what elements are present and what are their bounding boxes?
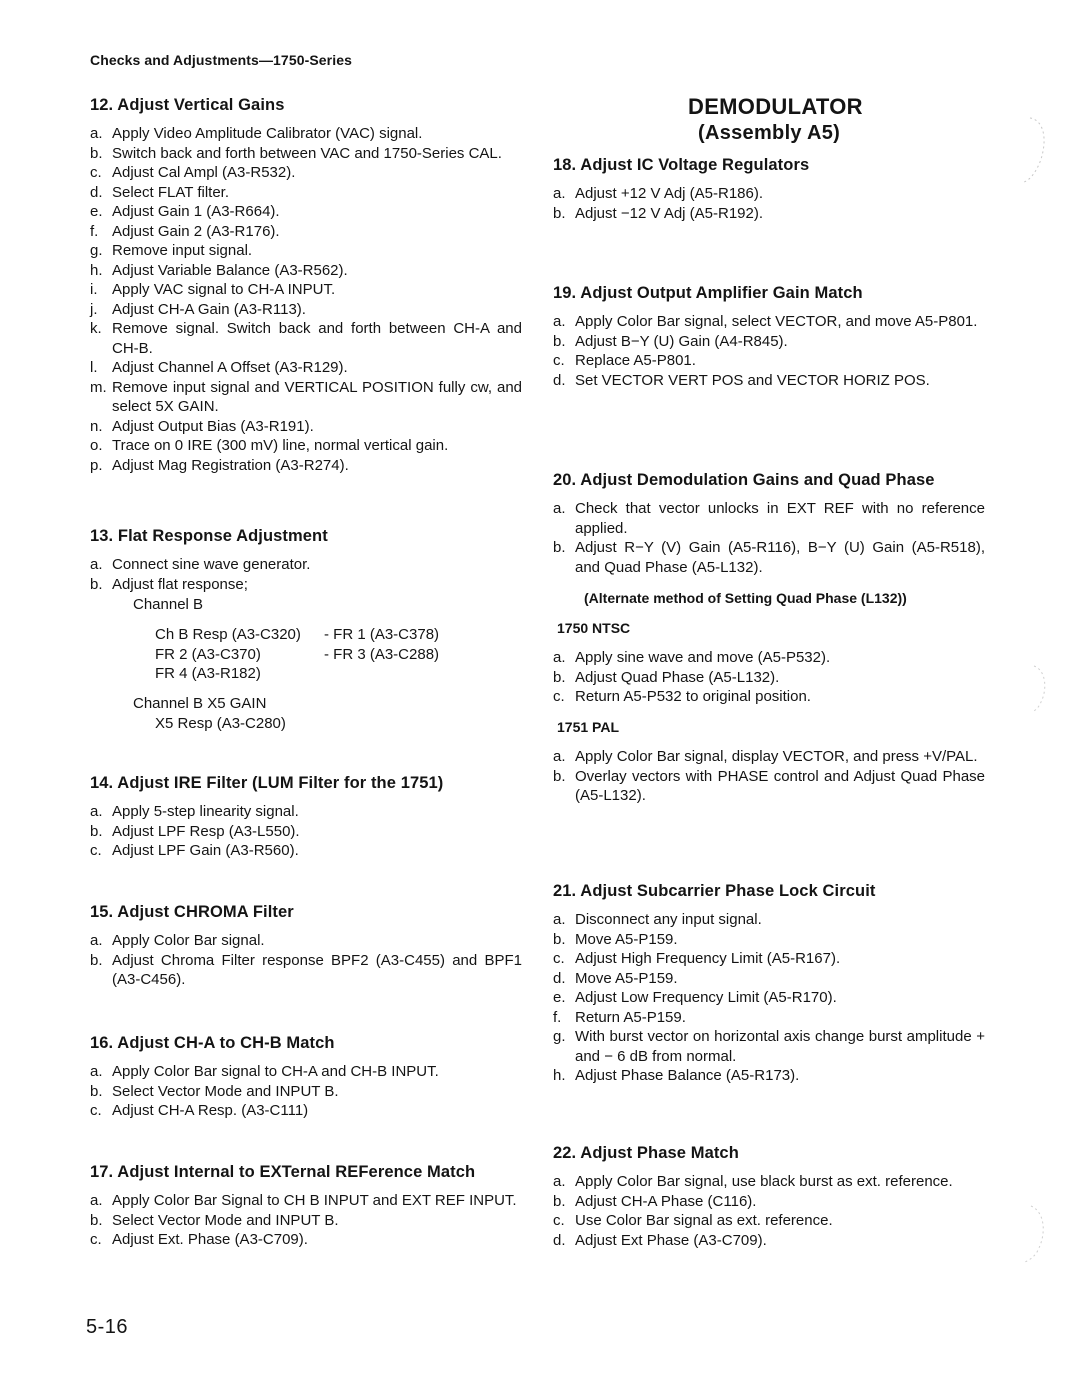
step-marker: g.: [553, 1028, 566, 1045]
step-item: [553, 332, 993, 352]
section-title: 20. Adjust Demodulation Gains and Quad Phase: [553, 471, 935, 489]
alternate-method-heading: (Alternate method of Setting Quad Phase (L132)): [584, 590, 907, 606]
ntsc-label: 1750 NTSC: [557, 620, 631, 636]
step-text: Set VECTOR VERT POS and VECTOR HORIZ POS.: [575, 371, 930, 389]
step-marker: d.: [553, 1231, 566, 1249]
step-text: Adjust Chroma Filter response BPF2 (A3-C455) and BPF1 (A3-C456).: [112, 951, 522, 988]
step-item: [553, 1172, 993, 1192]
step-marker: a.: [553, 313, 566, 330]
section-15: [90, 901, 530, 990]
page-number: 5-16: [86, 1316, 129, 1338]
step-text: Apply sine wave and move (A5-P532).: [575, 649, 831, 666]
step-item: [553, 538, 993, 577]
step-item: [90, 280, 530, 300]
step-text: Move A5-P159.: [575, 969, 678, 987]
step-text: Connect sine wave generator.: [112, 556, 311, 573]
step-text: Apply Color Bar signal, display VECTOR, and press +V/PAL.: [575, 748, 978, 765]
step-text: Return A5-P159.: [575, 1008, 686, 1026]
step-marker: b.: [553, 767, 566, 785]
section-16: [90, 1032, 530, 1121]
section-title: 17. Adjust Internal to EXTernal REFerence Match: [90, 1163, 476, 1181]
step-item: [90, 841, 530, 861]
step-item: [553, 747, 993, 767]
scan-mark: [1005, 1200, 1060, 1270]
step-item: [553, 668, 993, 688]
step-marker: b.: [90, 951, 103, 969]
step-item: [553, 184, 993, 204]
step-marker: p.: [90, 456, 103, 474]
pal-steps: [553, 747, 993, 806]
step-marker: l.: [90, 359, 98, 376]
step-marker: c.: [90, 842, 102, 859]
step-item: [90, 931, 530, 951]
step-item: [553, 969, 993, 989]
step-text: Check that vector unlocks in EXT REF with no reference applied.: [575, 500, 985, 537]
step-text: Remove input signal.: [112, 242, 253, 259]
step-item: [90, 163, 530, 183]
step-text: Adjust LPF Resp (A3-L550).: [112, 822, 300, 840]
step-marker: b.: [90, 575, 103, 593]
step-marker: a.: [90, 125, 103, 142]
step-text: Adjust CH-A Resp. (A3-C111): [112, 1102, 309, 1119]
step-text: Adjust CH-A Gain (A3-R113).: [112, 300, 306, 318]
step-marker: b.: [90, 144, 103, 162]
step-marker: b.: [553, 930, 566, 948]
step-marker: a.: [90, 1192, 103, 1209]
step-text: Remove signal. Switch back and forth between CH-A and CH-B.: [112, 320, 522, 357]
section-title: 18. Adjust IC Voltage Regulators: [553, 156, 810, 174]
step-text: Apply Color Bar Signal to CH B INPUT and EXT REF INPUT.: [112, 1192, 517, 1209]
section-17: [90, 1161, 530, 1250]
section-19: [553, 282, 993, 390]
step-text: Adjust Cal Ampl (A3-R532).: [112, 164, 296, 181]
section-title: 12. Adjust Vertical Gains: [90, 96, 285, 114]
step-marker: a.: [553, 1173, 566, 1190]
step-marker: a.: [90, 932, 103, 949]
step-text: Apply Color Bar signal.: [112, 932, 265, 949]
step-item: [553, 767, 993, 806]
section-title: 15. Adjust CHROMA Filter: [90, 903, 294, 921]
step-text: Adjust Quad Phase (A5-L132).: [575, 668, 780, 686]
step-marker: b.: [90, 1082, 103, 1100]
channel-b-x5-label: Channel B X5 GAIN: [133, 695, 267, 712]
step-item: [553, 930, 993, 950]
step-marker: c.: [90, 1231, 102, 1248]
step-marker: k.: [90, 320, 102, 337]
step-text: Select Vector Mode and INPUT B.: [112, 1082, 339, 1100]
step-item: [90, 575, 530, 595]
step-item: [553, 204, 993, 224]
step-item: [90, 319, 530, 358]
step-item: [90, 1191, 530, 1211]
step-item: [90, 555, 530, 575]
step-item: [553, 687, 993, 707]
step-marker: a.: [553, 185, 566, 202]
step-list: [553, 910, 993, 1086]
fr1-value: - FR 1 (A3-C378): [324, 626, 440, 643]
step-list: [553, 747, 993, 806]
step-text: Disconnect any input signal.: [575, 911, 762, 928]
step-list: [90, 802, 530, 861]
step-text: Use Color Bar signal as ext. reference.: [575, 1212, 833, 1229]
step-text: Apply 5-step linearity signal.: [112, 803, 299, 820]
step-list: [90, 124, 530, 475]
step-marker: e.: [553, 989, 566, 1006]
step-item: [90, 822, 530, 842]
step-text: Apply Color Bar signal, use black burst as ext. reference.: [575, 1173, 953, 1190]
step-text: Move A5-P159.: [575, 930, 678, 948]
step-text: Adjust −12 V Adj (A5-R192).: [575, 204, 764, 222]
step-text: Adjust Mag Registration (A3-R274).: [112, 456, 349, 474]
step-marker: a.: [553, 748, 566, 765]
step-item: [553, 499, 993, 538]
step-marker: a.: [90, 1063, 103, 1080]
step-text: Select FLAT filter.: [112, 183, 229, 201]
step-item: [90, 378, 530, 417]
step-text: Adjust Phase Balance (A5-R173).: [575, 1067, 800, 1084]
step-marker: b.: [553, 1192, 566, 1210]
step-item: [90, 802, 530, 822]
step-marker: c.: [553, 950, 565, 967]
section-12: [90, 94, 530, 475]
step-item: [90, 417, 530, 437]
step-text: Adjust CH-A Phase (C116).: [575, 1192, 757, 1210]
step-marker: a.: [553, 649, 566, 666]
step-text: Adjust Variable Balance (A3-R562).: [112, 261, 348, 279]
step-marker: b.: [90, 1211, 103, 1229]
step-item: [90, 1082, 530, 1102]
step-item: [553, 988, 993, 1008]
step-item: [90, 241, 530, 261]
step-marker: d.: [90, 183, 103, 201]
step-marker: h.: [553, 1067, 566, 1084]
step-item: [553, 351, 993, 371]
step-text: Adjust Channel A Offset (A3-R129).: [112, 359, 348, 376]
step-text: Adjust Output Bias (A3-R191).: [112, 417, 314, 435]
step-text: Select Vector Mode and INPUT B.: [112, 1211, 339, 1229]
step-marker: b.: [90, 822, 103, 840]
step-list: [90, 931, 530, 990]
step-item: [553, 312, 993, 332]
step-list: [553, 184, 993, 223]
scan-mark: [1000, 110, 1060, 190]
step-item: [90, 456, 530, 476]
step-text: Apply Color Bar signal to CH-A and CH-B INPUT.: [112, 1063, 439, 1080]
step-text: Adjust High Frequency Limit (A5-R167).: [575, 950, 841, 967]
step-marker: g.: [90, 242, 103, 259]
step-marker: a.: [553, 500, 566, 517]
step-marker: c.: [553, 352, 565, 369]
step-marker: e.: [90, 203, 103, 220]
fr2-value: FR 2 (A3-C370): [155, 646, 261, 663]
step-text: Adjust Ext Phase (A3-C709).: [575, 1231, 767, 1249]
step-item: [90, 183, 530, 203]
demodulator-title: DEMODULATOR: [688, 94, 863, 119]
step-item: [90, 1230, 530, 1250]
assembly-subtitle: (Assembly A5): [698, 122, 841, 144]
step-text: Replace A5-P801.: [575, 352, 696, 369]
step-text: Switch back and forth between VAC and 1750-Series CAL.: [112, 144, 502, 162]
section-14: [90, 772, 530, 861]
step-item: [553, 1066, 993, 1086]
step-item: [90, 1211, 530, 1231]
step-item: [553, 648, 993, 668]
step-text: Adjust flat response;: [112, 575, 248, 593]
step-item: [553, 949, 993, 969]
step-marker: c.: [553, 1212, 565, 1229]
step-list: [553, 312, 993, 390]
step-list: [553, 1172, 993, 1250]
running-head: Checks and Adjustments—1750-Series: [90, 52, 352, 68]
step-marker: j.: [90, 300, 98, 318]
step-item: [90, 436, 530, 456]
step-text: Adjust Low Frequency Limit (A5-R170).: [575, 989, 837, 1006]
ntsc-steps: [553, 648, 993, 707]
step-text: Adjust R−Y (V) Gain (A5-R116), B−Y (U) Gain (A5-R518), and Quad Phase (A5-L132).: [575, 539, 985, 576]
step-marker: m.: [90, 378, 107, 396]
channel-b-label: Channel B: [133, 596, 204, 613]
step-text: Adjust LPF Gain (A3-R560).: [112, 842, 299, 859]
step-text: With burst vector on horizontal axis change burst amplitude + and − 6 dB from normal.: [575, 1028, 985, 1065]
section-title: 19. Adjust Output Amplifier Gain Match: [553, 284, 863, 302]
fr3-value: - FR 3 (A3-C288): [324, 646, 440, 663]
step-item: [90, 951, 530, 990]
pal-label: 1751 PAL: [557, 719, 619, 735]
fr4-value: FR 4 (A3-R182): [155, 665, 261, 682]
step-text: Adjust Gain 2 (A3-R176).: [112, 222, 280, 240]
step-marker: b.: [553, 332, 566, 350]
step-item: [553, 1027, 993, 1066]
step-list: [553, 499, 993, 577]
step-text: Adjust +12 V Adj (A5-R186).: [575, 185, 764, 202]
step-item: [553, 910, 993, 930]
step-item: [553, 1008, 993, 1028]
step-marker: b.: [553, 539, 566, 556]
section-22: [553, 1142, 993, 1250]
step-list: [553, 648, 993, 707]
step-marker: c.: [553, 688, 565, 705]
step-marker: i.: [90, 281, 98, 298]
step-text: Adjust B−Y (U) Gain (A4-R845).: [575, 332, 788, 350]
step-marker: c.: [90, 164, 102, 181]
step-item: [553, 1231, 993, 1251]
step-item: [90, 261, 530, 281]
step-marker: b.: [553, 668, 566, 686]
section-title: 14. Adjust IRE Filter (LUM Filter for the 1751): [90, 774, 444, 792]
section-title: 13. Flat Response Adjustment: [90, 527, 328, 545]
section-21: [553, 880, 993, 1086]
step-marker: o.: [90, 437, 103, 454]
section-title: 21. Adjust Subcarrier Phase Lock Circuit: [553, 882, 876, 900]
step-item: [90, 1101, 530, 1121]
step-marker: a.: [90, 803, 103, 820]
step-item: [553, 1211, 993, 1231]
step-marker: f.: [90, 222, 99, 240]
step-text: Remove input signal and VERTICAL POSITION fully cw, and select 5X GAIN.: [112, 378, 522, 415]
step-marker: a.: [553, 911, 566, 928]
step-marker: a.: [90, 556, 103, 573]
step-text: Overlay vectors with PHASE control and Adjust Quad Phase (A5-L132).: [575, 767, 985, 804]
scan-mark: [1010, 660, 1060, 720]
ch-b-resp: Ch B Resp (A3-C320): [155, 626, 301, 643]
step-list: [90, 1191, 530, 1250]
step-item: [553, 1192, 993, 1212]
step-text: Apply Video Amplitude Calibrator (VAC) signal.: [112, 125, 423, 142]
section-13: [90, 525, 530, 594]
section-20: [553, 469, 993, 577]
step-text: Adjust Gain 1 (A3-R664).: [112, 203, 280, 220]
step-text: Apply Color Bar signal, select VECTOR, and move A5-P801.: [575, 313, 978, 330]
step-marker: b.: [553, 204, 566, 222]
step-item: [90, 202, 530, 222]
step-marker: d.: [553, 371, 566, 389]
step-marker: h.: [90, 261, 103, 279]
step-marker: f.: [553, 1008, 562, 1026]
step-item: [90, 124, 530, 144]
step-text: Return A5-P532 to original position.: [575, 688, 811, 705]
step-item: [90, 222, 530, 242]
section-title: 22. Adjust Phase Match: [553, 1144, 739, 1162]
section-title: 16. Adjust CH-A to CH-B Match: [90, 1034, 335, 1052]
step-item: [553, 371, 993, 391]
x5-resp: X5 Resp (A3-C280): [155, 715, 286, 732]
step-text: Adjust Ext. Phase (A3-C709).: [112, 1231, 308, 1248]
step-list: [90, 555, 530, 594]
step-list: [90, 1062, 530, 1121]
step-marker: d.: [553, 969, 566, 987]
step-marker: c.: [90, 1102, 102, 1119]
step-item: [90, 300, 530, 320]
step-item: [90, 1062, 530, 1082]
step-item: [90, 358, 530, 378]
step-marker: n.: [90, 417, 103, 435]
step-text: Trace on 0 IRE (300 mV) line, normal vertical gain.: [112, 437, 449, 454]
section-18: [553, 154, 993, 223]
step-text: Apply VAC signal to CH-A INPUT.: [112, 281, 336, 298]
step-item: [90, 144, 530, 164]
